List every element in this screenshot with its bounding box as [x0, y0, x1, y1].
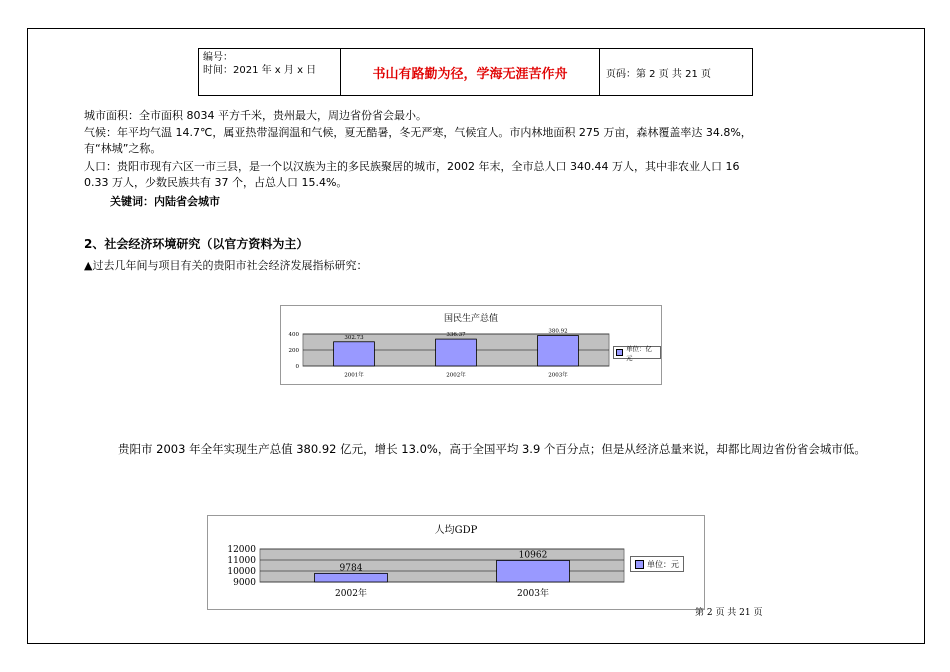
- footer-page-number: 第 2 页 共 21 页: [695, 608, 763, 618]
- y-tick-label: 0: [295, 363, 299, 370]
- bar: [497, 560, 570, 582]
- x-tick-label: 2003年: [548, 372, 568, 379]
- data-label: 9784: [339, 563, 363, 574]
- y-tick-label: 11000: [227, 556, 256, 567]
- gnp-chart-title: 国民生产总值: [443, 314, 498, 324]
- y-tick-label: 10000: [227, 567, 256, 578]
- climate-line-2: 有“林城”之称。: [84, 142, 162, 155]
- legend-swatch: [635, 560, 644, 569]
- x-tick-label: 2002年: [446, 372, 466, 379]
- x-tick-label: 2003年: [517, 589, 549, 599]
- header-meta: [199, 49, 341, 95]
- gdp-chart-legend: [630, 556, 684, 572]
- header-page-info: 页码：第 2 页 共 21 页: [606, 68, 711, 80]
- gdp-legend-label: 单位：元: [647, 559, 679, 569]
- serial-label: 编号：: [203, 52, 233, 63]
- document-header: [198, 48, 753, 96]
- gnp-chart: [280, 305, 662, 385]
- climate-line-1: 气候：年平均气温 14.7℃，属亚热带湿润温和气候，夏无酷暑，冬无严寒，气候宜人。市内林地面积 275 万亩，森林覆盖率达 34.8%，: [84, 126, 752, 139]
- y-tick-label: 200: [288, 347, 299, 354]
- x-tick-label: 2002年: [335, 589, 367, 599]
- keywords: 关键词：内陆省会城市: [110, 195, 220, 208]
- section-intro: ▲过去几年间与项目有关的贵阳市社会经济发展指标研究：: [84, 259, 368, 272]
- gnp-legend-label: 单位：亿元: [625, 344, 652, 362]
- bar: [334, 342, 375, 366]
- gnp-chart-plot: [281, 306, 663, 386]
- area-line: 城市面积：全市面积 8034 平方千米，贵州最大，周边省份省会最小。: [84, 109, 427, 122]
- data-label: 10962: [518, 550, 548, 561]
- header-motto: 书山有路勤为径，学海无涯苦作舟: [341, 49, 600, 95]
- gnp-chart-legend: [613, 344, 661, 362]
- data-label: 336.37: [446, 332, 466, 339]
- data-label: 302.73: [344, 334, 364, 341]
- legend-swatch: [616, 349, 623, 356]
- x-tick-label: 2001年: [344, 372, 364, 379]
- y-tick-label: 9000: [233, 578, 256, 589]
- gdp-chart-title: 人均GDP: [434, 525, 478, 536]
- population-line-2: 0.33 万人，少数民族共有 37 个，占总人口 15.4%。: [84, 176, 348, 189]
- bar: [315, 573, 388, 582]
- y-tick-label: 400: [288, 331, 299, 338]
- section-title: 2、社会经济环境研究（以官方资料为主）: [84, 237, 309, 251]
- bar: [538, 336, 579, 366]
- population-line-1: 人口：贵阳市现有六区一市三县，是一个以汉族为主的多民族聚居的城市，2002 年末，全市总人口 340.44 万人，其中非农业人口 16: [84, 160, 740, 173]
- gdp-per-capita-chart: [207, 515, 705, 610]
- data-label: 380.92: [548, 328, 568, 335]
- date-label: 时间：2021 年 x 月 x 日: [203, 65, 317, 76]
- gdp-paragraph: 贵阳市 2003 年全年实现生产总值 380.92 亿元，增长 13.0%，高于全国平均 3.9 个百分点；但是从经济总量来说，却都比周边省份省会城市低。: [118, 442, 866, 456]
- bar: [436, 339, 477, 366]
- y-tick-label: 12000: [227, 545, 256, 556]
